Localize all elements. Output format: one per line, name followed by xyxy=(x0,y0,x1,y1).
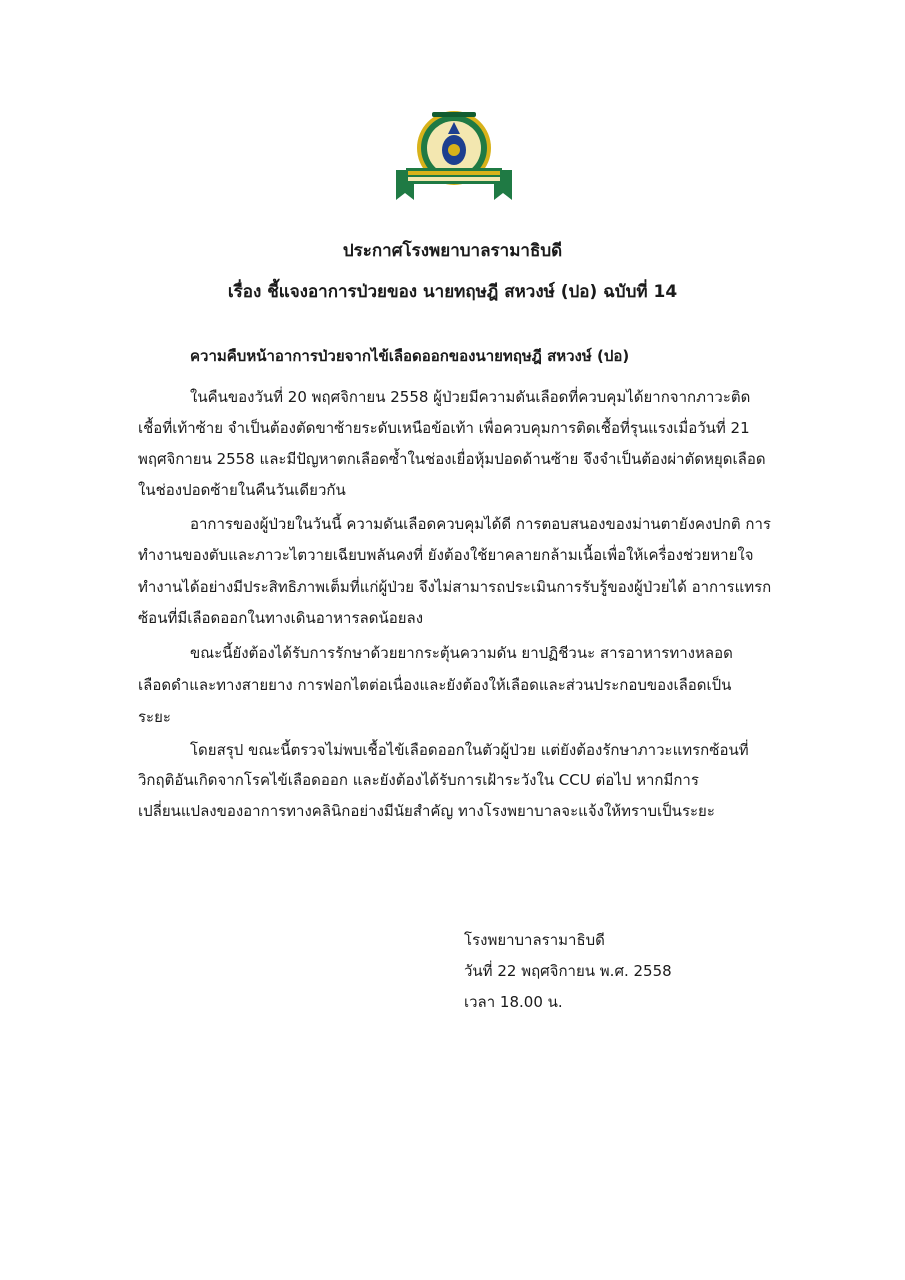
signature-organization: โรงพยาบาลรามาธิบดี xyxy=(464,931,605,949)
paragraph-4-line-2: วิกฤติอันเกิดจากโรคไข้เลือดออก และยังต้องได้รับการเฝ้าระวังใน CCU ต่อไป หากมีการ xyxy=(138,771,699,789)
paragraph-2-line-1: อาการของผู้ป่วยในวันนี้ ความดันเลือดควบคุมได้ดี การตอบสนองของม่านตายังคงปกติ การ xyxy=(190,515,771,533)
paragraph-1-line-4: ในช่องปอดซ้ายในคืนวันเดียวกัน xyxy=(138,481,346,499)
signature-time: เวลา 18.00 น. xyxy=(464,993,563,1011)
crest-emblem-center xyxy=(448,144,460,156)
paragraph-4-line-3: เปลี่ยนแปลงของอาการทางคลินิกอย่างมีนัยสำคัญ ทางโรงพยาบาลจะแจ้งให้ทราบเป็นระยะ xyxy=(138,802,715,820)
paragraph-1-line-3: พฤศจิกายน 2558 และมีปัญหาตกเลือดซ้ำในช่องเยื่อหุ้มปอดด้านซ้าย จึงจำเป็นต้องผ่าตัดหยุดเลือด xyxy=(138,450,766,468)
paragraph-2-line-2: ทำงานของตับและภาวะไตวายเฉียบพลันคงที่ ยังต้องใช้ยาคลายกล้ามเนื้อเพื่อให้เครื่องช่วยหายใจ xyxy=(138,546,754,564)
crest-bottom-ribbon-band-2 xyxy=(408,177,500,181)
crest-bottom-ribbon xyxy=(406,168,502,184)
paragraph-1-line-1: ในคืนของวันที่ 20 พฤศจิกายน 2558 ผู้ป่วยมีความดันเลือดที่ควบคุมได้ยากจากภาวะติด xyxy=(190,388,751,406)
paragraph-3-line-3: ระยะ xyxy=(138,708,171,726)
paragraph-3-line-2: เลือดดำและทางสายยาง การฟอกไตต่อเนื่องและยังต้องให้เลือดและส่วนประกอบของเลือดเป็น xyxy=(138,676,732,694)
signature-date: วันที่ 22 พฤศจิกายน พ.ศ. 2558 xyxy=(464,962,672,980)
hospital-logo xyxy=(394,108,514,208)
announcement-subject: เรื่อง ชี้แจงอาการป่วยของ นายทฤษฎี สหวงษ์ (ปอ) ฉบับที่ 14 xyxy=(227,282,678,302)
announcement-title: ประกาศโรงพยาบาลรามาธิบดี xyxy=(342,241,563,261)
paragraph-4-line-1: โดยสรุป ขณะนี้ตรวจไม่พบเชื้อไข้เลือดออกในตัวผู้ป่วย แต่ยังต้องรักษาภาวะแทรกซ้อนที่ xyxy=(190,741,749,759)
crest-bottom-ribbon-band xyxy=(408,171,500,175)
paragraph-3-line-1: ขณะนี้ยังต้องได้รับการรักษาด้วยยากระตุ้นความดัน ยาปฏิชีวนะ สารอาหารทางหลอด xyxy=(190,644,733,662)
paragraph-1-line-2: เชื้อที่เท้าซ้าย จำเป็นต้องตัดขาซ้ายระดับเหนือข้อเท้า เพื่อควบคุมการติดเชื้อที่รุนแรงเมื่อวันที่ 21 xyxy=(138,419,750,437)
crest-top-band xyxy=(432,112,476,117)
section-heading: ความคืบหน้าอาการป่วยจากไข้เลือดออกของนายทฤษฎี สหวงษ์ (ปอ) xyxy=(190,347,630,365)
paragraph-2-line-4: ซ้อนที่มีเลือดออกในทางเดินอาหารลดน้อยลง xyxy=(138,609,424,627)
paragraph-2-line-3: ทำงานได้อย่างมีประสิทธิภาพเต็มที่แก่ผู้ป่วย จึงไม่สามารถประเมินการรับรู้ของผู้ป่วยได้ อาการแทรก xyxy=(138,578,772,596)
